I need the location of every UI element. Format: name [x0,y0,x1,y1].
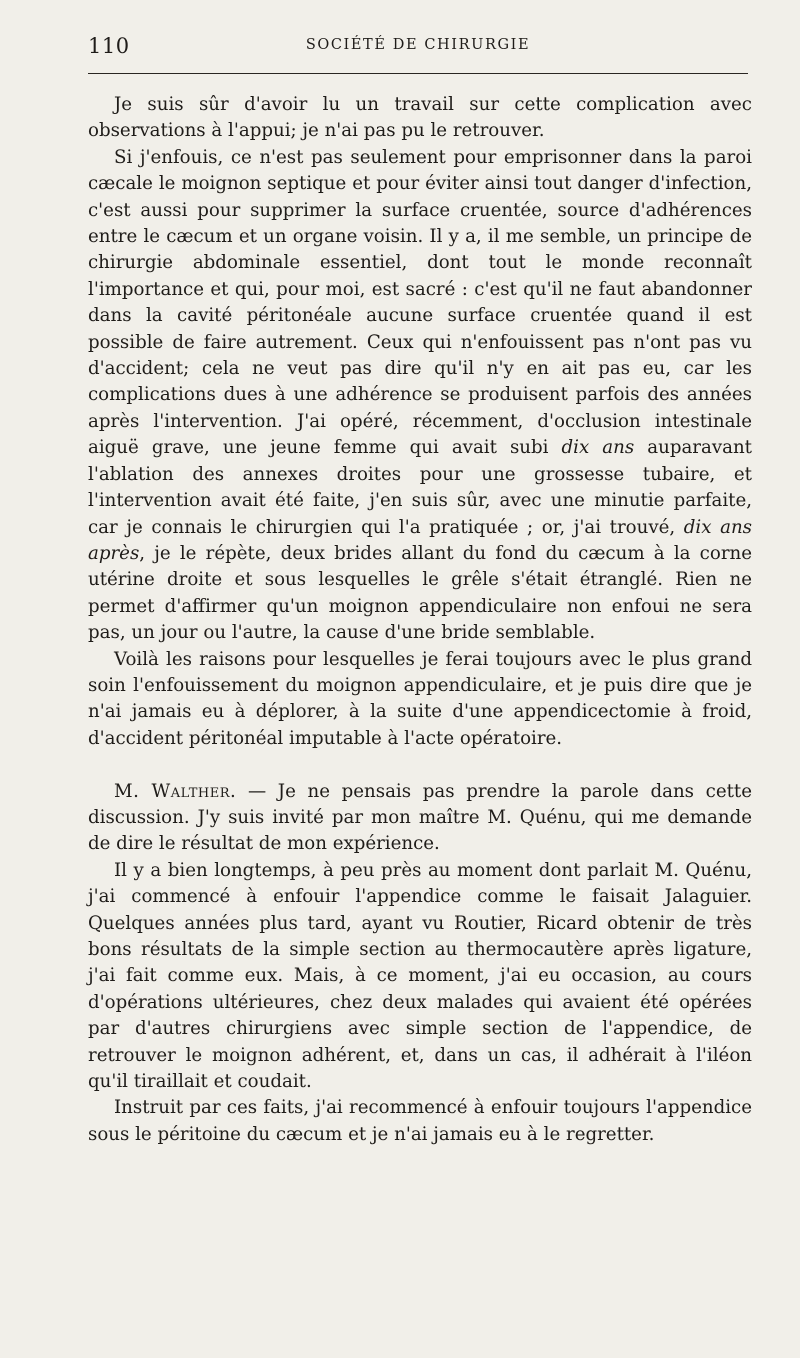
paragraph-text: , je le répète, deux brides allant du fond du cæcum à la corne utérine droite et sous lesquelles le grêle s'était étranglé. Rien ne permet d'affirmer qu'un moignon appendiculaire non enfoui ne sera pas, un jour ou l'autre, la cause d'une bride semblable. [88,542,752,644]
paragraph-text: — Je ne pensais pas prendre la parole dans cette discussion. J'y suis invité par mon maître M. Quénu, qui me demande de dire le résultat de mon expérience. [88,780,752,855]
paragraph [88,779,752,858]
emphasis-text: dix ans après [88,516,752,564]
paragraph-text: Instruit par ces faits, j'ai recommencé à enfouir toujours l'appendice sous le péritoine du cæcum et je n'ai jamais eu à le regretter. [88,1097,752,1145]
page-header [88,34,748,58]
paragraph-text: auparavant l'ablation des annexes droites pour une grossesse tubaire, et l'intervention avait été faite, j'en suis sûr, avec une minutie parfaite, car je connais le chirurgien qui l'a pratiquée ; or, j'ai trouvé, [88,437,752,538]
paragraph [88,1095,752,1148]
page-number: 110 [88,34,130,58]
paragraph-text: Voilà les raisons pour lesquelles je ferai toujours avec le plus grand soin l'enfouissement du moignon appendiculaire, et je puis dire que je n'ai jamais eu à déplorer, à la suite d'une appendicectomie à froid, d'accident péritonéal imputable à l'acte opératoire. [88,648,752,749]
paragraph [88,858,752,1096]
body-text [88,92,752,1148]
paragraph [88,92,752,145]
paragraph-text: Si j'enfouis, ce n'est pas seulement pour emprisonner dans la paroi cæcale le moignon septique et pour éviter ainsi tout danger d'infection, c'est aussi pour supprimer la surface cruentée, source d'adhérences entre le cæcum et un organe voisin. Il y a, il me semble, un principe de chirurgie abdominale essentiel, dont tout le monde reconnaît l'importance et qui, pour moi, est sacré : c'est qu'il ne faut abandonner dans la cavité péritonéale aucune surface cruentée quand il est possible de faire autrement. Ceux qui n'enfouissent pas n'ont pas vu d'accident; cela ne veut pas dire qu'il n'y en ait pas eu, car les complications dues à une adhérence se produisent parfois des années après l'intervention. J'ai opéré, récemment, d'occlusion intestinale aiguë grave, une jeune femme qui avait subi [88,146,752,459]
running-head: SOCIÉTÉ DE CHIRURGIE [305,37,531,53]
emphasis-text: dix ans [561,437,635,459]
paragraph [88,647,752,753]
paragraph-text: Il y a bien longtemps, à peu près au moment dont parlait M. Quénu, j'ai commencé à enfouir l'appendice comme le faisait Jalaguier. Quelques années plus tard, ayant vu Routier, Ricard obtenir de très bons résultats de la simple section au thermocautère après ligature, j'ai fait comme eux. Mais, à ce moment, j'ai eu occasion, au cours d'opérations ultérieures, chez deux malades qui avaient été opérées par d'autres chirurgiens avec simple section de l'appendice, de retrouver le moignon adhérent, et, dans un cas, il adhérait à l'iléon qu'il tiraillait et coudait. [88,859,752,1093]
paragraph-text: Je suis sûr d'avoir lu un travail sur cette complication avec observations à l'appui; je n'ai pas pu le retrouver. [88,94,752,142]
speaker-name: M. Walther. [114,780,237,802]
paragraph [88,145,752,647]
header-rule [88,73,748,74]
